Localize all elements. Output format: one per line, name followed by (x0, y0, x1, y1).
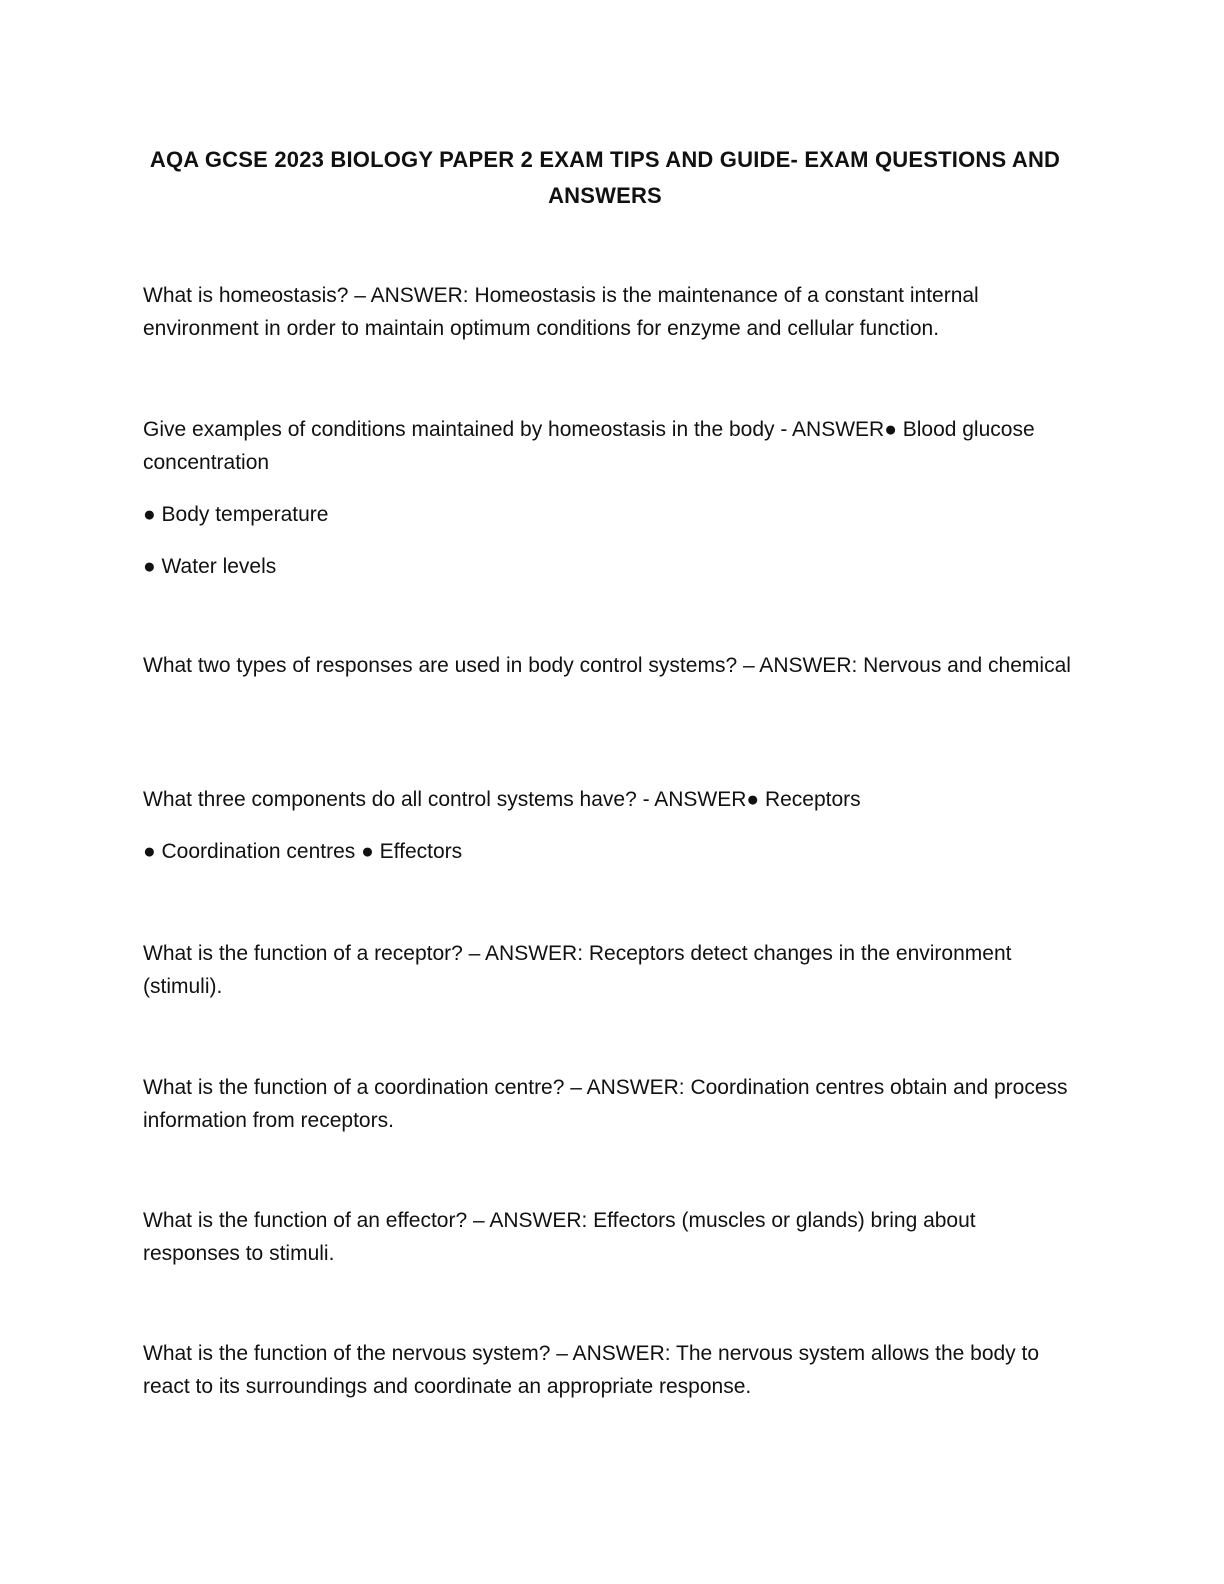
qa-text: What is the function of the nervous system? – ANSWER: The nervous system allows the body to react to its surroundings and coordinate an appropriate response. (143, 1342, 1040, 1398)
qa-item-coordination-centre (143, 1071, 1073, 1137)
qa-item-conditions (143, 413, 1073, 583)
qa-item-nervous-system (143, 1337, 1073, 1403)
qa-text: Give examples of conditions maintained by homeostasis in the body - ANSWER● Blood glucose concentration (143, 418, 1035, 474)
qa-text: What is the function of an effector? – ANSWER: Effectors (muscles or glands) bring about responses to stimuli. (143, 1209, 976, 1265)
qa-item-receptor (143, 937, 1073, 1003)
qa-text: What three components do all control systems have? - ANSWER● Receptors (143, 788, 861, 811)
qa-text: What is homeostasis? – ANSWER: Homeostasis is the maintenance of a constant internal environment in order to maintain optimum conditions for enzyme and cellular function. (143, 284, 979, 340)
qa-item-effector (143, 1204, 1073, 1270)
bullet-item: ● Water levels (143, 555, 277, 578)
qa-item-components (143, 783, 1073, 868)
bullet-item: ● Coordination centres ● Effectors (143, 840, 463, 863)
qa-text: What is the function of a receptor? – ANSWER: Receptors detect changes in the environment (stimuli). (143, 942, 1012, 998)
qa-item-homeostasis (143, 279, 1073, 345)
qa-text: What two types of responses are used in body control systems? – ANSWER: Nervous and chemical (143, 654, 1071, 677)
qa-item-response-types (143, 649, 1073, 682)
bullet-item: ● Body temperature (143, 503, 329, 526)
page-title: AQA GCSE 2023 BIOLOGY PAPER 2 EXAM TIPS AND GUIDE- EXAM QUESTIONS AND ANSWERS (149, 147, 1061, 208)
qa-text: What is the function of a coordination centre? – ANSWER: Coordination centres obtain and process information from receptors. (143, 1076, 1068, 1132)
